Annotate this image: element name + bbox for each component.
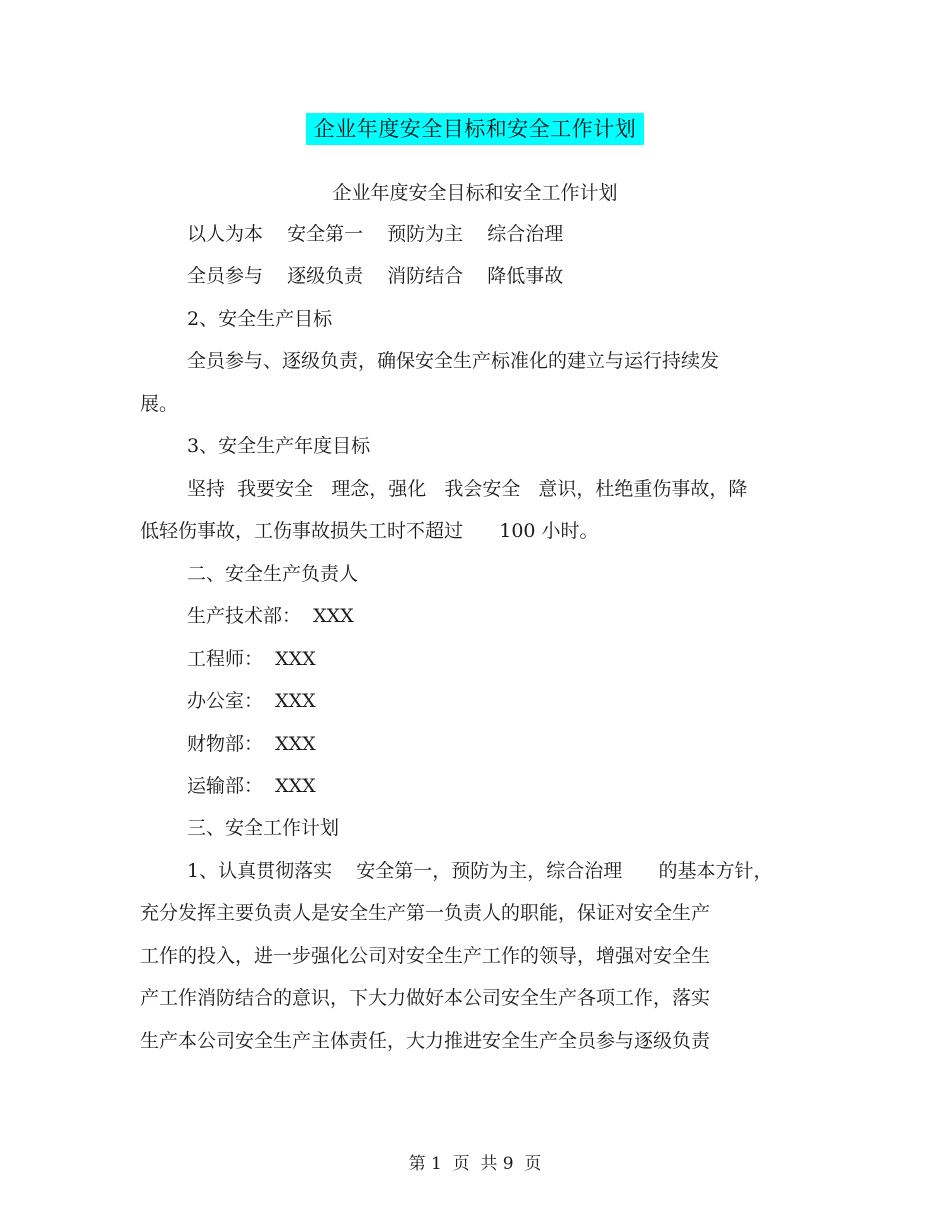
section-3-heading: 3、安全生产年度目标 [187, 435, 371, 457]
section-three-heading: 三、安全工作计划 [187, 817, 340, 839]
section-3-text-line-2: 低轻伤事故，工伤事故损失工时不超过 100 小时。 [140, 520, 599, 542]
person-row: 财物部： XXX [187, 733, 316, 755]
person-row: 办公室： XXX [187, 690, 316, 712]
person-row: 工程师： XXX [187, 648, 316, 670]
section-3-text-line-1: 坚持 我要安全 理念，强化 我会安全 意识，杜绝重伤事故，降 [187, 478, 748, 500]
paragraph-line: 1、认真贯彻落实 安全第一，预防为主，综合治理 的基本方针， [187, 860, 773, 882]
policy-item: 以人为本 [187, 223, 264, 245]
section-2-text-line-1: 全员参与、逐级负责，确保安全生产标准化的建立与运行持续发 [187, 350, 720, 372]
person-row: 生产技术部： XXX [187, 605, 354, 627]
title-wrap [0, 113, 950, 145]
section-2-text-line-2: 展。 [140, 393, 179, 415]
paragraph-line: 工作的投入，进一步强化公司对安全生产工作的领导，增强对安全生 [140, 945, 711, 967]
highlighted-title: 企业年度安全目标和安全工作计划 [306, 113, 645, 145]
paragraph-line: 生产本公司安全生产主体责任，大力推进安全生产全员参与逐级负责 [140, 1030, 711, 1052]
policy-item: 综合治理 [487, 223, 564, 245]
paragraph-line: 充分发挥主要负责人是安全生产第一负责人的职能，保证对安全生产 [140, 902, 711, 924]
policy-line-1 [187, 221, 563, 247]
page-footer: 第 1 页 共 9 页 [408, 1154, 542, 1174]
policy-line-2 [187, 263, 563, 289]
policy-item: 逐级负责 [287, 265, 364, 287]
policy-item: 降低事故 [487, 265, 564, 287]
policy-item: 预防为主 [387, 223, 464, 245]
policy-item: 消防结合 [387, 265, 464, 287]
policy-item: 安全第一 [287, 223, 364, 245]
person-row: 运输部： XXX [187, 775, 316, 797]
paragraph-line: 产工作消防结合的意识，下大力做好本公司安全生产各项工作，落实 [140, 987, 711, 1009]
section-two-heading: 二、安全生产负责人 [187, 563, 359, 585]
section-2-heading: 2、安全生产目标 [187, 308, 333, 330]
policy-item: 全员参与 [187, 265, 264, 287]
subtitle: 企业年度安全目标和安全工作计划 [332, 182, 618, 204]
